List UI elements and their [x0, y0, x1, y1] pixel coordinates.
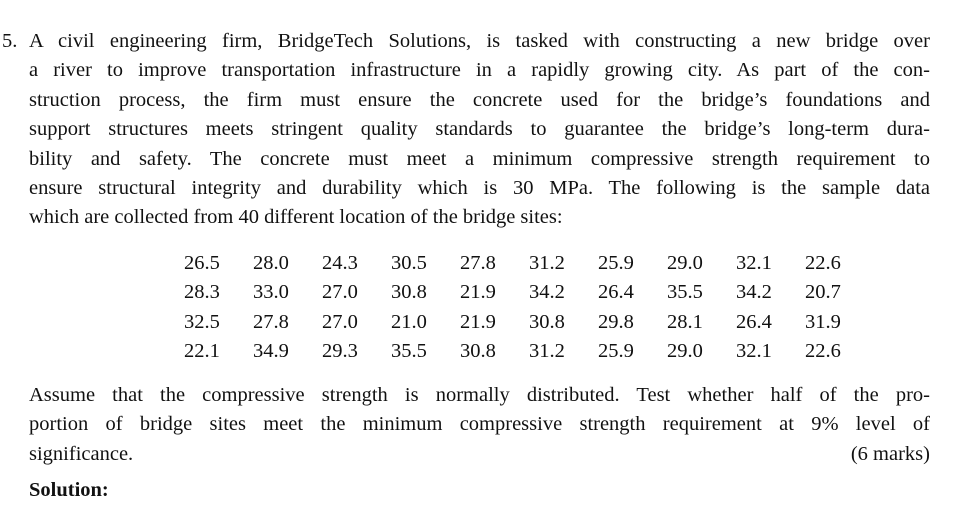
table-cell: 21.9 — [460, 281, 496, 304]
table-cell: 34.2 — [736, 281, 772, 304]
intro-line: A civil engineering firm, BridgeTech Solutions, is tasked with constructing a new bridge over — [29, 30, 930, 52]
intro-line: ensure structural integrity and durability which is 30 MPa. The following is the sample data — [29, 176, 930, 199]
table-cell: 26.4 — [736, 310, 772, 333]
table-cell: 34.9 — [253, 340, 289, 363]
table-cell: 30.8 — [391, 281, 427, 304]
table-cell: 28.1 — [667, 310, 703, 333]
solution-heading: Solution: — [29, 479, 109, 501]
table-row — [176, 337, 866, 366]
table-cell: 22.6 — [805, 340, 841, 363]
table-cell: 28.0 — [253, 252, 289, 274]
table-cell: 22.1 — [184, 340, 220, 363]
table-cell: 29.8 — [598, 310, 634, 333]
table-cell: 29.0 — [667, 252, 703, 274]
question-intro-paragraph — [29, 27, 930, 233]
table-cell: 25.9 — [598, 340, 634, 363]
table-cell: 30.8 — [460, 340, 496, 363]
table-cell: 27.0 — [322, 310, 358, 333]
table-cell: 35.5 — [667, 281, 703, 304]
table-cell: 25.9 — [598, 252, 634, 274]
table-cell: 27.8 — [460, 252, 496, 274]
table-cell: 31.2 — [529, 252, 565, 274]
table-cell: 28.3 — [184, 281, 220, 304]
table-cell: 26.5 — [184, 252, 220, 274]
question-number: 5. — [2, 30, 18, 52]
intro-line: bility and safety. The concrete must meet a minimum compressive strength requirement to — [29, 147, 930, 170]
table-row — [176, 308, 866, 337]
table-cell: 24.3 — [322, 252, 358, 274]
table-cell: 31.9 — [805, 310, 841, 333]
task-last-line: significance. — [29, 443, 134, 465]
marks-label: (6 marks) — [850, 443, 930, 465]
table-cell: 29.3 — [322, 340, 358, 363]
intro-line: a river to improve transportation infrastructure in a rapidly growing city. As part of the con- — [29, 59, 930, 82]
question-task-paragraph — [29, 381, 930, 440]
table-cell: 26.4 — [598, 281, 634, 304]
task-line: portion of bridge sites meet the minimum compressive strength requirement at 9% level of — [29, 413, 930, 436]
table-cell: 30.5 — [391, 252, 427, 274]
table-cell: 30.8 — [529, 310, 565, 333]
table-cell: 35.5 — [391, 340, 427, 363]
table-row — [176, 249, 866, 278]
table-cell: 32.1 — [736, 252, 772, 274]
table-cell: 20.7 — [805, 281, 841, 304]
table-cell: 32.5 — [184, 310, 220, 333]
strength-data-table — [176, 249, 866, 367]
table-cell: 21.9 — [460, 310, 496, 333]
task-last-row — [29, 440, 930, 469]
intro-line: support structures meets stringent quality standards to guarantee the bridge’s long-term dura- — [29, 118, 930, 141]
table-cell: 21.0 — [391, 310, 427, 333]
task-line: Assume that the compressive strength is normally distributed. Test whether half of the pro- — [29, 384, 930, 406]
intro-line: which are collected from 40 different location of the bridge sites: — [29, 206, 563, 229]
intro-line: struction process, the firm must ensure the concrete used for the bridge’s foundations and — [29, 88, 930, 111]
table-cell: 33.0 — [253, 281, 289, 304]
table-cell: 29.0 — [667, 340, 703, 363]
table-cell: 32.1 — [736, 340, 772, 363]
table-cell: 27.0 — [322, 281, 358, 304]
table-cell: 31.2 — [529, 340, 565, 363]
table-row — [176, 278, 866, 307]
table-cell: 34.2 — [529, 281, 565, 304]
table-cell: 27.8 — [253, 310, 289, 333]
table-cell: 22.6 — [805, 252, 841, 274]
